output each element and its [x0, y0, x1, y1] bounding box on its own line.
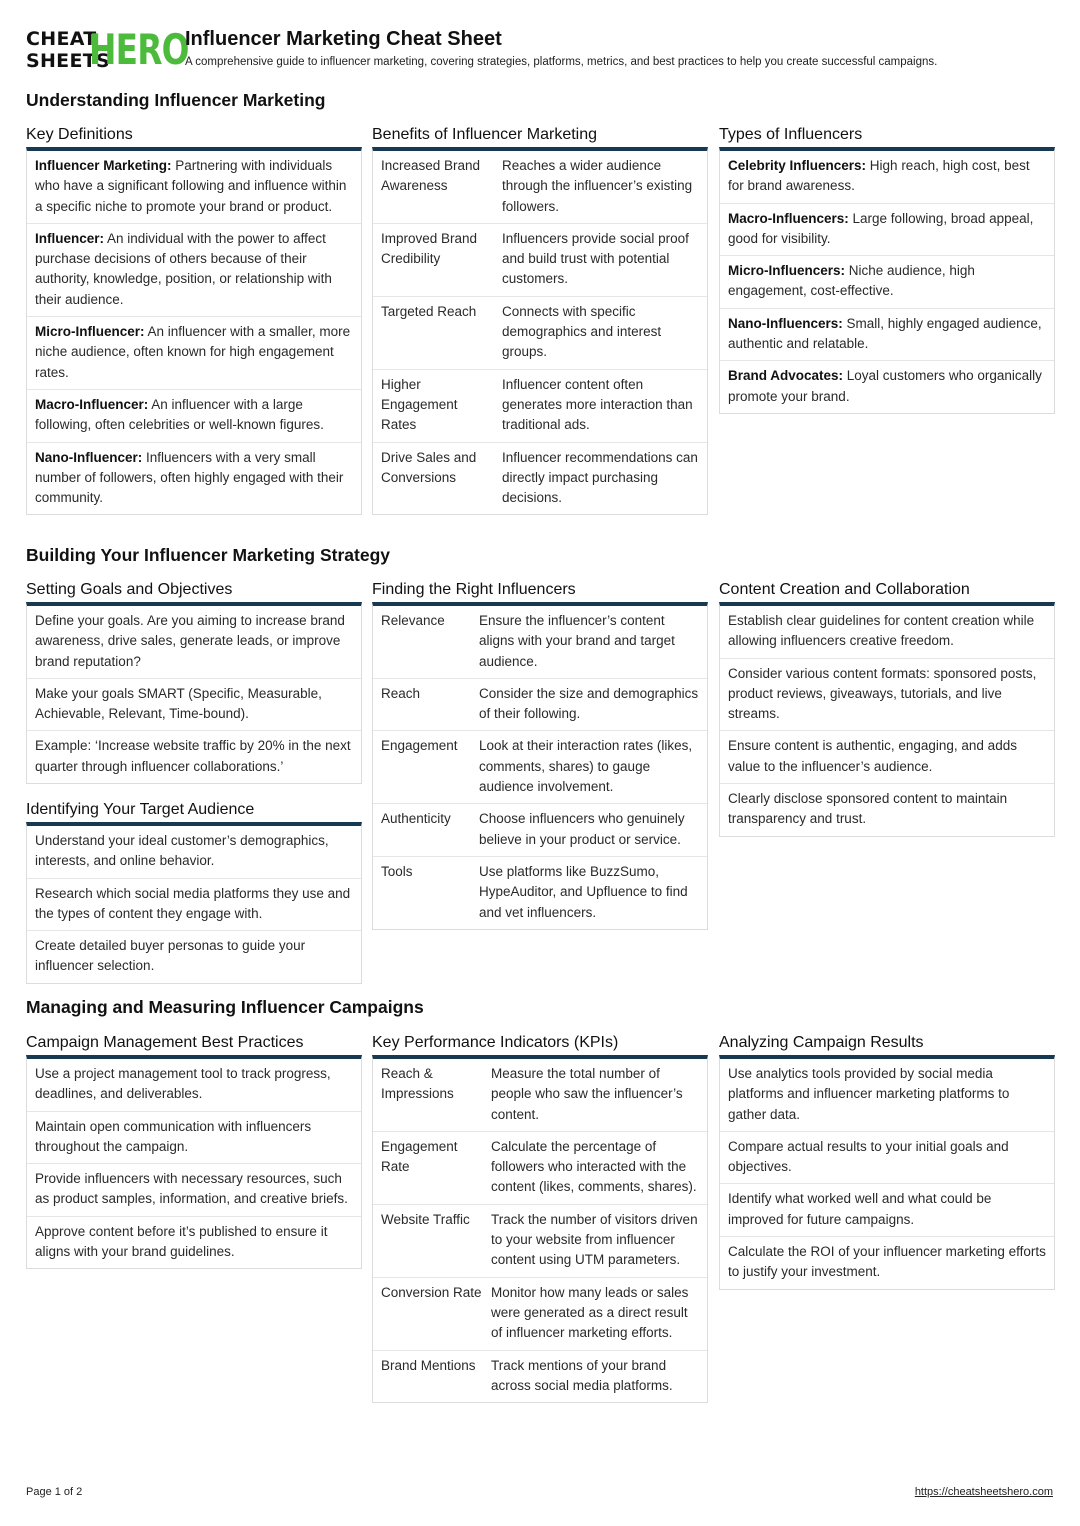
row-value: Track mentions of your brand across social media platforms.: [491, 1357, 673, 1393]
row-value: Ensure the influencer’s content aligns with your brand and target audience.: [479, 613, 675, 669]
list-item: Use a project management tool to track progress, deadlines, and deliverables.: [27, 1059, 361, 1112]
row-key: Reach & Impressions: [381, 1066, 454, 1102]
definition-text: An influencer with a large following, often celebrities or well-known figures.: [35, 396, 324, 433]
logo-hero: HERO: [89, 25, 189, 74]
definition-term: Influencer:: [35, 230, 105, 246]
list-item: Identify what worked well and what could be improved for future campaigns.: [720, 1184, 1054, 1237]
card-body: [26, 822, 362, 984]
definition-item: [720, 256, 1054, 309]
list-item: Provide influencers with necessary resources, such as product samples, information, and creative briefs.: [27, 1164, 361, 1217]
definition-text: Small, highly engaged audience, authentic and relatable.: [728, 315, 1042, 352]
card-body: [26, 602, 362, 784]
card-target-audience: [26, 800, 362, 984]
card-kpis: [372, 1033, 708, 1403]
definition-term: Micro-Influencer:: [35, 324, 145, 340]
section-title-managing-campaigns: Managing and Measuring Influencer Campaigns: [26, 997, 424, 1017]
card-title: Types of Influencers: [719, 126, 863, 143]
table-row: [373, 370, 707, 443]
list-item: Calculate the ROI of your influencer marketing efforts to justify your investment.: [728, 1244, 1046, 1280]
row-key: Improved Brand Credibility: [381, 230, 478, 267]
definition-item: [27, 224, 361, 317]
list-item: Research which social media platforms they use and the types of content they engage with.: [27, 879, 361, 932]
card-title: Analyzing Campaign Results: [719, 1034, 924, 1051]
definition-item: [27, 317, 361, 390]
list-item: Clearly disclose sponsored content to maintain transparency and trust.: [728, 791, 1008, 827]
logo-line-cheat: CHEAT: [26, 28, 97, 50]
row-value: Influencer recommendations can directly impact purchasing decisions.: [502, 449, 698, 506]
row-value: Consider the size and demographics of their following.: [479, 685, 699, 722]
list-item: Ensure content is authentic, engaging, and adds value to the influencer’s audience.: [720, 731, 1054, 784]
card-body: [26, 147, 362, 515]
card-body: [372, 147, 708, 515]
row-value: Influencer content often generates more interaction than traditional ads.: [502, 376, 693, 433]
definition-item: [27, 390, 361, 443]
row-key: Higher Engagement Rates: [381, 376, 458, 433]
list-item: Create detailed buyer personas to guide your influencer selection.: [35, 938, 306, 974]
card-title: Finding the Right Influencers: [372, 581, 576, 598]
card-body: [372, 602, 708, 930]
card-body: [719, 1055, 1055, 1290]
table-row: [373, 1351, 707, 1403]
definition-term: Macro-Influencer:: [35, 396, 149, 412]
row-value: Calculate the percentage of followers who interacted with the content (likes, comments, shares).: [491, 1138, 697, 1195]
card-body: [372, 1055, 708, 1403]
table-row: [373, 1278, 707, 1351]
definition-item: [720, 204, 1054, 257]
row-key: Authenticity: [381, 811, 451, 827]
list-item: Establish clear guidelines for content creation while allowing influencers creative freedom.: [720, 606, 1054, 659]
list-item: Consider various content formats: sponsored posts, product reviews, giveaways, tutorials, and live streams.: [720, 659, 1054, 732]
definition-item: [720, 309, 1054, 362]
card-title: Content Creation and Collaboration: [719, 581, 970, 598]
definition-item: [720, 361, 1054, 413]
list-item: Define your goals. Are you aiming to increase brand awareness, drive sales, generate leads, or improve brand reputation?: [27, 606, 361, 679]
list-item: Use analytics tools provided by social media platforms and influencer marketing platforms to gather data.: [720, 1059, 1054, 1132]
card-finding-influencers: [372, 580, 708, 930]
page-header: [26, 26, 1056, 76]
card-body: [26, 1055, 362, 1269]
list-item: Understand your ideal customer’s demographics, interests, and online behavior.: [27, 826, 361, 879]
logo-line-sheets: SHEETS: [26, 50, 110, 72]
page-subtitle: A comprehensive guide to influencer marketing, covering strategies, platforms, metrics, and best practices to help you create successful campaigns.: [185, 56, 938, 68]
card-benefits: [372, 125, 708, 515]
table-row: [373, 731, 707, 804]
card-analyzing-results: [719, 1033, 1055, 1290]
card-types-of-influencers: [719, 125, 1055, 414]
definition-term: Brand Advocates:: [728, 368, 844, 384]
row-key: Reach: [381, 685, 421, 701]
site-link[interactable]: https://cheatsheetshero.com: [914, 1486, 1053, 1498]
card-key-definitions: [26, 125, 362, 515]
list-item: Make your goals SMART (Specific, Measurable, Achievable, Relevant, Time-bound).: [27, 679, 361, 732]
card-title: Key Performance Indicators (KPIs): [372, 1034, 619, 1051]
card-title: Benefits of Influencer Marketing: [372, 126, 598, 143]
card-title: Identifying Your Target Audience: [26, 801, 255, 818]
definition-text: Influencers with a very small number of followers, often highly engaged with their community.: [35, 449, 344, 506]
row-key: Engagement Rate: [381, 1138, 458, 1175]
card-title: Key Definitions: [26, 126, 133, 143]
page-number: Page 1 of 2: [26, 1486, 83, 1498]
definition-term: Macro-Influencers:: [728, 210, 849, 226]
row-key: Brand Mentions: [381, 1357, 476, 1373]
definition-text: Large following, broad appeal, good for visibility.: [728, 210, 1034, 246]
row-value: Reaches a wider audience through the influencer’s existing followers.: [502, 158, 693, 214]
definition-text: Niche audience, high engagement, cost-effective.: [728, 263, 975, 299]
definition-term: Nano-Influencers:: [728, 315, 843, 331]
row-key: Relevance: [381, 613, 445, 628]
list-item: Example: ‘Increase website traffic by 20% in the next quarter through influencer collaborations.’: [35, 738, 351, 774]
table-row: [373, 857, 707, 929]
row-value: Influencers provide social proof and build trust with potential customers.: [502, 230, 689, 287]
row-value: Track the number of visitors driven to your website from influencer content using UTM parameters.: [491, 1211, 698, 1268]
table-row: [373, 1059, 707, 1132]
list-item: Approve content before it’s published to ensure it aligns with your brand guidelines.: [35, 1223, 328, 1260]
row-value: Look at their interaction rates (likes, comments, shares) to gauge audience involvement.: [479, 738, 693, 795]
list-item: Compare actual results to your initial goals and objectives.: [720, 1132, 1054, 1185]
row-value: Measure the total number of people who saw the influencer’s content.: [491, 1066, 683, 1122]
definition-item: [27, 443, 361, 515]
table-row: [373, 297, 707, 370]
table-row: [373, 443, 707, 515]
table-row: [373, 1205, 707, 1278]
definition-term: Micro-Influencers:: [728, 263, 846, 279]
card-title: Setting Goals and Objectives: [26, 581, 233, 598]
definition-text: Partnering with individuals who have a significant following and influence within a specific niche to promote your brand or product.: [35, 158, 347, 214]
row-key: Tools: [381, 863, 413, 879]
row-value: Connects with specific demographics and interest groups.: [502, 303, 662, 360]
table-row: [373, 679, 707, 732]
definition-item: [720, 151, 1054, 204]
definition-term: Nano-Influencer:: [35, 449, 143, 465]
row-value: Monitor how many leads or sales were generated as a direct result of influencer marketing efforts.: [491, 1284, 689, 1341]
section-title-building-strategy: Building Your Influencer Marketing Strategy: [26, 545, 390, 565]
row-key: Drive Sales and Conversions: [381, 449, 477, 485]
definition-text: An influencer with a smaller, more niche audience, often known for high engagement rates.: [35, 324, 351, 380]
row-key: Targeted Reach: [381, 303, 477, 319]
row-value: Use platforms like BuzzSumo, HypeAuditor, and Upfluence to find and vet influencers.: [479, 863, 688, 920]
table-row: [373, 1132, 707, 1205]
row-key: Website Traffic: [381, 1211, 470, 1227]
table-row: [373, 606, 707, 679]
table-row: [373, 151, 707, 224]
definition-term: Influencer Marketing:: [35, 158, 172, 173]
definition-item: [27, 151, 361, 224]
cheatsheetshero-logo[interactable]: [26, 25, 189, 74]
page-title: Influencer Marketing Cheat Sheet: [185, 28, 502, 50]
list-item: Maintain open communication with influencers throughout the campaign.: [27, 1112, 361, 1165]
card-setting-goals: [26, 580, 362, 784]
definition-text: Loyal customers who organically promote your brand.: [728, 368, 1042, 404]
card-content-creation: [719, 580, 1055, 837]
row-value: Choose influencers who genuinely believe in your product or service.: [479, 811, 685, 847]
card-body: [719, 602, 1055, 837]
card-body: [719, 147, 1055, 414]
row-key: Increased Brand Awareness: [381, 158, 481, 194]
definition-text: An individual with the power to affect purchase decisions of others because of their authority, knowledge, position, or relationship with their audience.: [35, 230, 332, 307]
card-campaign-management: [26, 1033, 362, 1269]
row-key: Conversion Rate: [381, 1284, 482, 1300]
table-row: [373, 804, 707, 857]
section-title-understanding: Understanding Influencer Marketing: [26, 90, 326, 110]
definition-text: High reach, high cost, best for brand awareness.: [728, 158, 1030, 194]
table-row: [373, 224, 707, 297]
definition-term: Celebrity Influencers:: [728, 158, 867, 173]
card-title: Campaign Management Best Practices: [26, 1034, 304, 1051]
row-key: Engagement: [381, 738, 458, 754]
